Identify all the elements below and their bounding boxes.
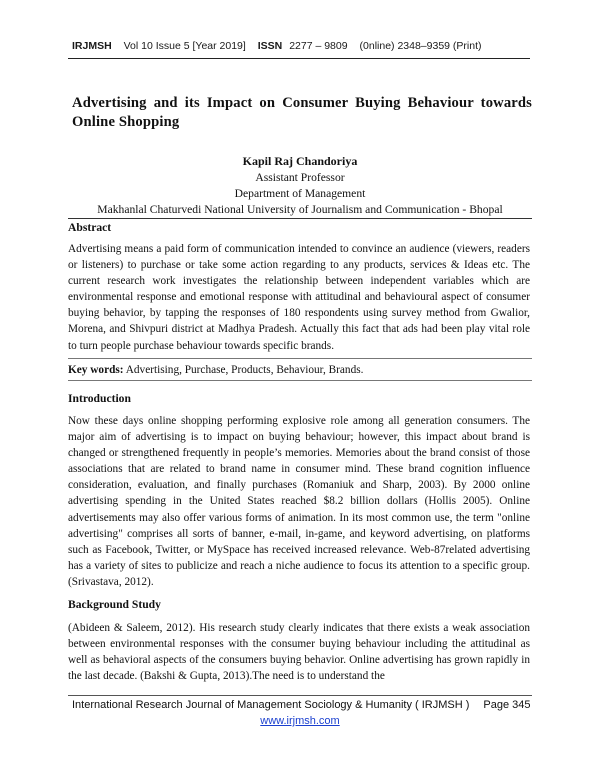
footer-journal-name: International Research Journal of Management Sociology & Humanity ( IRJMSH ) bbox=[72, 699, 470, 711]
running-header bbox=[72, 40, 542, 56]
article-title: Advertising and its Impact on Consumer Buying Behaviour towards Online Shopping bbox=[72, 95, 532, 130]
introduction-heading: Introduction bbox=[68, 392, 131, 405]
abstract-heading: Abstract bbox=[68, 221, 112, 234]
page-footer bbox=[72, 699, 532, 711]
keywords-text: Advertising, Purchase, Products, Behaviour, Brands. bbox=[125, 364, 364, 376]
issn-online: 2277 – 9809 bbox=[289, 40, 348, 52]
author-name: Kapil Raj Chandoriya bbox=[242, 154, 358, 168]
issn-print: (0nline) 2348–9359 (Print) bbox=[359, 40, 482, 52]
footer-divider bbox=[68, 695, 532, 696]
keywords-top-divider bbox=[68, 358, 532, 359]
affiliation-divider bbox=[68, 218, 532, 219]
journal-abbrev: IRJMSH bbox=[72, 40, 112, 52]
page-number: Page 345 bbox=[483, 699, 531, 711]
introduction-text: Now these days online shopping performing explosive role among all generation consumers. The major aim of advertising is to impact on buying behaviour; however, this impact about brand is changed or strengthened frequently in people’s memories. Memories about the brand consist of those associations that are related to brand name in consumer mind. These brand cognition influence consideration, evaluation, and finally purchases (Romaniuk and Sharp, 2003). By 2000 online advertising spending in the United States reached $8.2 billion dollars (Hollis 2005). Online advertisements may also offer various forms of animation. In its most common use, the term "online advertising" comprises all sorts of banner, e-mail, in-game, and keyword advertising, on platforms such as Facebook, Twitter, or MySpace has received increased relevance. Web-87related advertising has a variety of sites to publicize and reach a niche audience to focus its attention to a specific group. (Srivastava, 2012). bbox=[68, 415, 530, 588]
keywords-line bbox=[68, 362, 530, 378]
issn-label: ISSN bbox=[257, 40, 283, 52]
background-heading: Background Study bbox=[68, 598, 161, 611]
keywords-bottom-divider bbox=[68, 380, 532, 381]
volume-issue: Vol 10 Issue 5 [Year 2019] bbox=[123, 40, 246, 52]
author-department: Department of Management bbox=[234, 187, 366, 200]
abstract-text: Advertising means a paid form of communication intended to convince an audience (viewers, readers or listeners) to purchase or take some action regarding to any products, services & Ideas etc. The current research work investigates the relationship between independent variables which are environmental response and emotional response with attitudinal and behavioural aspect of consumer buying behavior, by tapping the responses of 180 respondents using survey method from Gwalior, Morena, and Shivpuri district at Madhya Pradesh. Actually this fact that ads had been play vital role to turn people purchase behaviour towards specific brands. bbox=[68, 243, 530, 352]
header-divider bbox=[68, 58, 530, 59]
keywords-label: Key words: bbox=[68, 364, 124, 376]
author-university: Makhanlal Chaturvedi National University of Journalism and Communication - Bhopal bbox=[97, 203, 503, 216]
author-position: Assistant Professor bbox=[255, 171, 345, 184]
background-text: (Abideen & Saleem, 2012). His research study clearly indicates that there exists a weak association between environmental responses with the consumer buying behaviour including the attitudinal as well as behavioral aspects of the consumers buying behavior. Online advertising has grown rapidly in the last decade. (Bakshi & Gupta, 2013).The need is to understand the bbox=[68, 622, 530, 683]
journal-website-link[interactable]: www.irjmsh.com bbox=[260, 715, 340, 727]
